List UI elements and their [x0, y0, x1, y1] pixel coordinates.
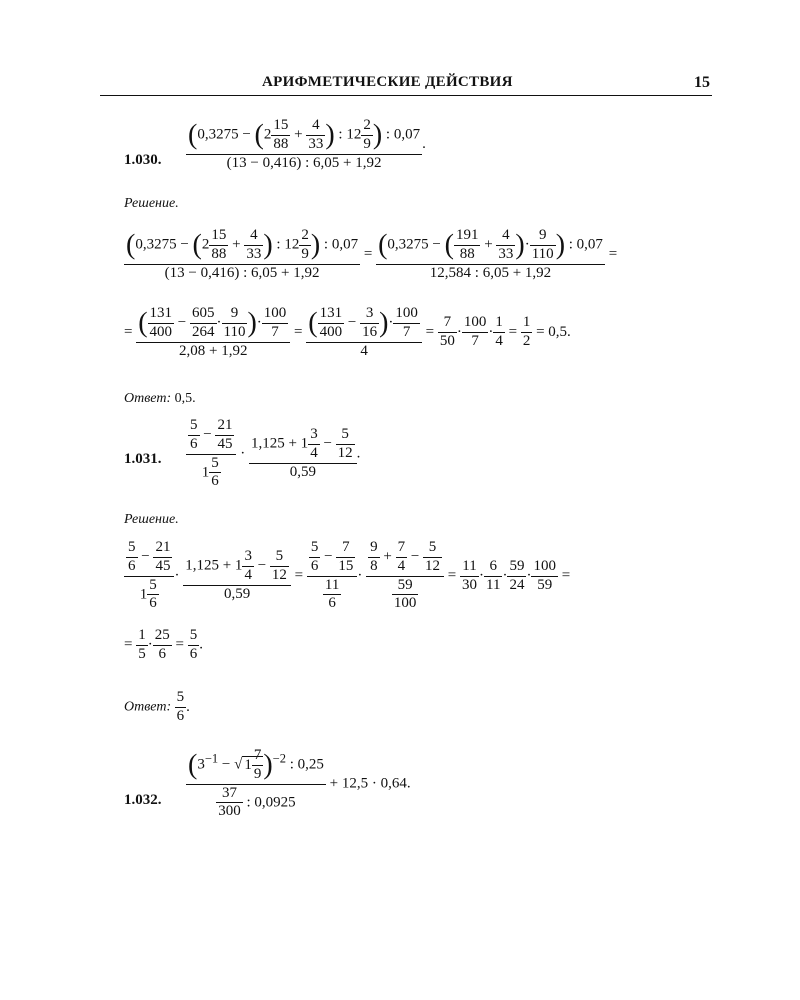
- solution-label-1030: Решение.: [124, 196, 179, 211]
- problem-1032-expression: ($3^{-1}$ − √ 1 $\frac{7}{9}$ )$^{-2}$ : 0,25 $\frac{37}{300}$ : 0,0925 + 12,5 · 0,64.: [188, 747, 411, 820]
- problem-1031-expression: $\frac{5}{6}$ − $\frac{21}{45}$ 1 $\frac{5}{6}$ · 1,125 + 1 $\frac{3}{4}$ − $\frac{5}{12}$ 0,59 .: [186, 418, 360, 490]
- header-rule: [100, 95, 712, 96]
- problem-1030-expression: (0,3275 − (2 $\frac{15}{88}$ + $\frac{4}{33}$ ) : 12 $\frac{2}{9}$ ) : 0,07 (13 − 0,416) : 6,05 + 1,92 .: [188, 117, 426, 171]
- problem-number-1032: 1.032.: [124, 792, 162, 808]
- answer-label-1031: Ответ:: [124, 699, 172, 715]
- problem-1030-denominator: (13 − 0,416) : 6,05 + 1,92: [226, 154, 382, 171]
- answer-1031: Ответ: $\frac{5}{6}$ .: [124, 689, 190, 724]
- solution-1030-line2: = ( $\frac{131}{400}$ − $\frac{605}{264}$ · $\frac{9}{110}$ )· $\frac{100}{7}$ 2,08 + 1,92 = ( $\frac{131}{400}$ − $\frac{3}{16}$ )· $\frac{100}{7}$ 4 = $\frac{7}{50}$ · $\frac{100}{7}$ · $\frac{1}{4}$ = $\frac{1}{2}$ = 0,5.: [124, 305, 571, 359]
- solution-1031-line1: $\frac{5}{6}$ − $\frac{21}{45}$ 1 $\frac{5}{6}$ · 1,125 + 1 $\frac{3}{4}$ − $\frac{5}{12}$ 0,59 = $\frac{5}{6}$ − $\frac{7}{15}$ $\frac{11}{6}$ · $\frac{9}{8}$ + $\frac{7}{4}$ − $\frac{5}{12}$ $\frac{59}{100}$ = $\frac{11}{30}$ · $\frac{6}{11}$ · $\frac{59}{24}$ · $\frac{100}{59}$ =: [124, 540, 570, 612]
- running-header-title: АРИФМЕТИЧЕСКИЕ ДЕЙСТВИЯ: [262, 74, 513, 90]
- problem-number-1031: 1.031.: [124, 451, 162, 467]
- problem-number-1030: 1.030.: [124, 152, 162, 168]
- answer-1030: [124, 391, 196, 407]
- solution-1030-line1: (0,3275 − (2 $\frac{15}{88}$ + $\frac{4}{33}$ ) : 12 $\frac{2}{9}$ ) : 0,07 (13 − 0,416) : 6,05 + 1,92 = (0,3275 − ( $\frac{191}{88}$ + $\frac{4}{33}$ )· $\frac{9}{110}$ ) : 0,07 12,584 : 6,05 + 1,92 =: [126, 227, 618, 281]
- solution-label-1031: Решение.: [124, 512, 179, 527]
- answer-label-1030: Ответ:: [124, 391, 172, 406]
- answer-value-1030: 0,5.: [174, 391, 196, 406]
- solution-1031-line2: = $\frac{1}{5}$ · $\frac{25}{6}$ = $\frac{5}{6}$ .: [124, 627, 203, 662]
- page-number: 15: [694, 74, 710, 91]
